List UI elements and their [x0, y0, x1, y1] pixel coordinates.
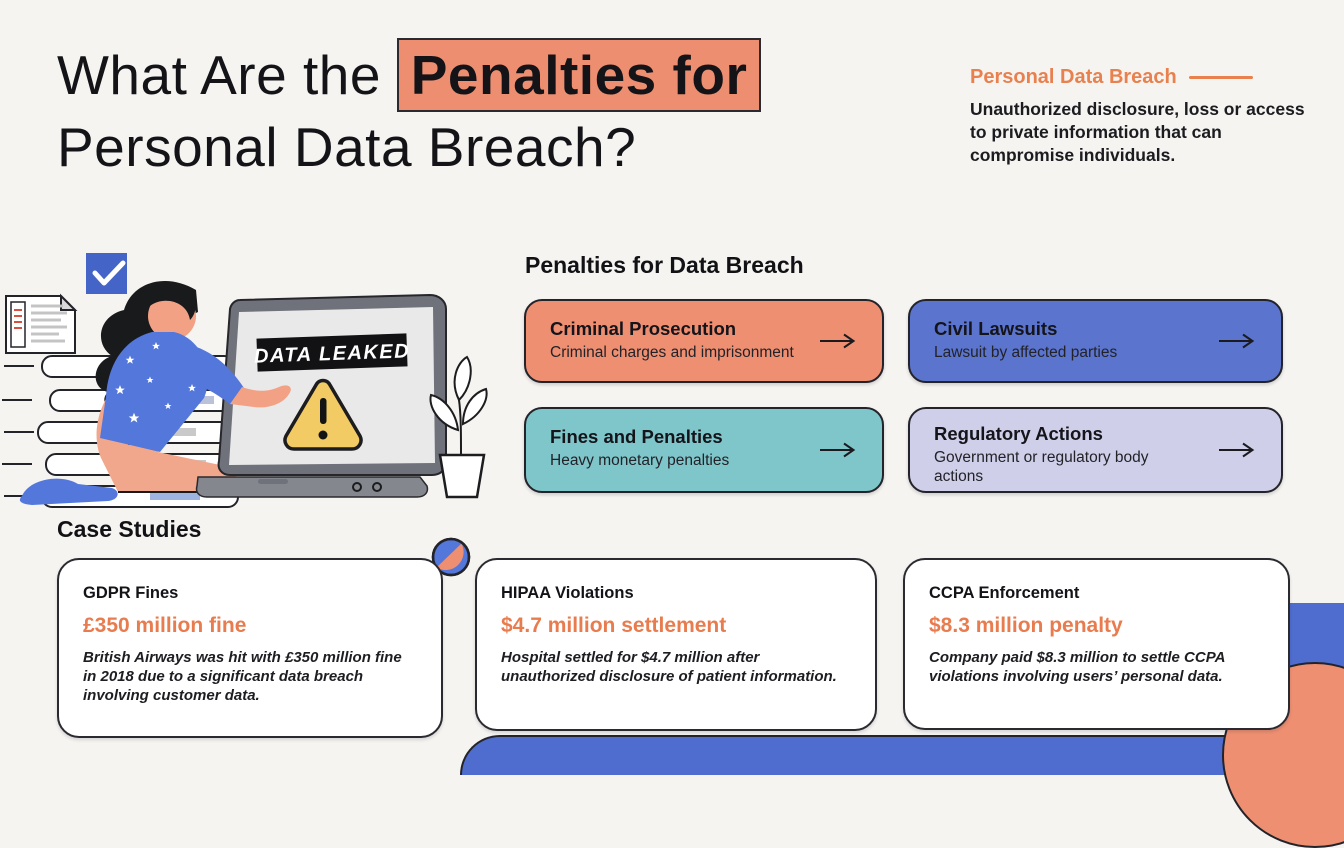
- definition-body: Unauthorized disclosure, loss or access to private information that can compromise individuals.: [970, 99, 1305, 166]
- case-card-amount: $8.3 million penalty: [929, 614, 1123, 637]
- penalty-card-title: Fines and Penalties: [550, 426, 723, 447]
- penalty-card-title: Criminal Prosecution: [550, 318, 737, 339]
- arrow-right-icon: [818, 441, 858, 459]
- case-card-hipaa: [475, 558, 877, 731]
- case-card-ccpa: [903, 558, 1290, 730]
- penalties-heading: Penalties for Data Breach: [525, 252, 804, 278]
- arrow-right-icon: [1217, 332, 1257, 350]
- title-pre: What Are the: [57, 44, 381, 106]
- case-card-amount: £350 million fine: [83, 614, 247, 637]
- penalty-card-title: Regulatory Actions: [934, 423, 1103, 444]
- definition-heading: Personal Data Breach: [970, 66, 1177, 88]
- definition-dash: [1189, 76, 1253, 79]
- page-title: [57, 38, 761, 182]
- title-line2: Personal Data Breach?: [57, 116, 637, 178]
- arrow-right-icon: [818, 332, 858, 350]
- penalty-card-title: Civil Lawsuits: [934, 318, 1058, 339]
- penalty-card-regulatory-actions[interactable]: [908, 407, 1283, 493]
- case-studies-heading: Case Studies: [57, 516, 202, 542]
- document-icon: [6, 296, 75, 353]
- decor-bottom-band: [460, 735, 1344, 775]
- checkbox-icon: [86, 253, 127, 294]
- data-breach-illustration: [0, 238, 500, 508]
- case-card-body: Company paid $8.3 million to settle CCPA violations involving users’ personal data.: [929, 649, 1225, 686]
- arrow-right-icon: [1217, 441, 1257, 459]
- penalty-card-subtitle: Heavy monetary penalties: [550, 452, 730, 469]
- case-card-title: HIPAA Violations: [501, 584, 634, 602]
- penalty-card-fines-penalties[interactable]: [524, 407, 884, 493]
- definition-block: [970, 66, 1305, 167]
- penalty-card-civil-lawsuits[interactable]: [908, 299, 1283, 383]
- penalty-card-criminal-prosecution[interactable]: [524, 299, 884, 383]
- case-card-title: CCPA Enforcement: [929, 584, 1080, 602]
- definition-heading-row: [970, 66, 1305, 89]
- case-card-body: Hospital settled for $4.7 million after unauthorized disclosure of patient information.: [501, 649, 837, 686]
- penalty-card-subtitle: Government or regulatory body actions: [934, 449, 1149, 486]
- case-card-body: British Airways was hit with £350 million fine in 2018 due to a significant data breach involving customer data.: [83, 649, 402, 705]
- case-card-gdpr: [57, 558, 443, 738]
- penalty-card-subtitle: Lawsuit by affected parties: [934, 344, 1118, 361]
- case-card-title: GDPR Fines: [83, 584, 179, 602]
- case-card-amount: $4.7 million settlement: [501, 614, 727, 637]
- data-leaked-label: DATA LEAKED: [253, 340, 411, 368]
- title-highlight: Penalties for: [397, 38, 762, 112]
- penalty-card-subtitle: Criminal charges and imprisonment: [550, 344, 794, 361]
